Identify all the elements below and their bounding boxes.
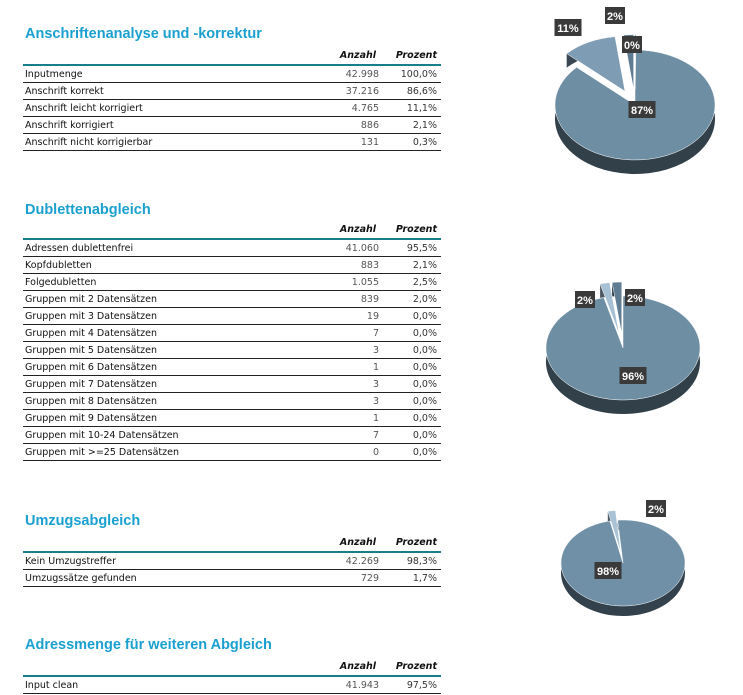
row-anzahl: 1.055 bbox=[351, 277, 379, 288]
pie-slice bbox=[561, 520, 685, 606]
row-anzahl: 42.998 bbox=[345, 69, 379, 80]
header-anzahl: Anzahl bbox=[339, 537, 376, 548]
row-prozent: 2,1% bbox=[412, 260, 437, 271]
header-prozent: Prozent bbox=[395, 224, 437, 235]
table-header bbox=[23, 535, 441, 551]
row-prozent: 0,0% bbox=[412, 430, 437, 441]
svg-text:98%: 98% bbox=[596, 566, 620, 578]
row-label: Anschrift leicht korrigiert bbox=[25, 103, 143, 114]
row-label: Gruppen mit 8 Datensätzen bbox=[25, 396, 158, 407]
row-label: Umzugssätze gefunden bbox=[25, 573, 137, 584]
row-anzahl: 883 bbox=[360, 260, 379, 271]
pie-data-label bbox=[575, 291, 595, 308]
row-prozent: 0,0% bbox=[412, 311, 437, 322]
header-prozent: Prozent bbox=[395, 50, 437, 61]
row-anzahl: 1 bbox=[372, 413, 379, 424]
row-prozent: 97,5% bbox=[406, 680, 437, 691]
table-row bbox=[23, 274, 441, 291]
svg-text:0%: 0% bbox=[624, 40, 640, 52]
svg-text:2%: 2% bbox=[648, 504, 664, 516]
pie-data-label bbox=[646, 500, 666, 517]
pie-data-label bbox=[629, 101, 656, 118]
table-row bbox=[23, 410, 441, 427]
table-row bbox=[23, 291, 441, 308]
row-prozent: 0,0% bbox=[412, 396, 437, 407]
row-anzahl: 4.765 bbox=[351, 103, 379, 114]
header-anzahl: Anzahl bbox=[339, 50, 376, 61]
row-label: Gruppen mit 5 Datensätzen bbox=[25, 345, 158, 356]
row-anzahl: 131 bbox=[360, 137, 379, 148]
table-row bbox=[23, 117, 441, 134]
row-label: Gruppen mit 2 Datensätzen bbox=[25, 294, 158, 305]
row-label: Adressen dublettenfrei bbox=[25, 243, 134, 254]
row-anzahl: 19 bbox=[366, 311, 379, 322]
svg-text:2%: 2% bbox=[577, 295, 593, 307]
svg-text:96%: 96% bbox=[621, 371, 645, 383]
table-row bbox=[23, 83, 441, 100]
table-row bbox=[23, 342, 441, 359]
table-row bbox=[23, 570, 441, 587]
section-title: Dublettenabgleich bbox=[25, 202, 151, 218]
row-label: Kein Umzugstreffer bbox=[25, 556, 117, 567]
table-row bbox=[23, 444, 441, 461]
row-anzahl: 729 bbox=[360, 573, 379, 584]
section-title: Anschriftenanalyse und -korrektur bbox=[25, 26, 262, 42]
table-row bbox=[23, 376, 441, 393]
table-row bbox=[23, 66, 441, 83]
row-prozent: 0,0% bbox=[412, 362, 437, 373]
row-label: Folgedubletten bbox=[25, 277, 97, 288]
row-label: Gruppen mit 10-24 Datensätzen bbox=[25, 430, 179, 441]
header-prozent: Prozent bbox=[395, 661, 437, 672]
row-prozent: 2,0% bbox=[412, 294, 437, 305]
table-row bbox=[23, 240, 441, 257]
table-row bbox=[23, 393, 441, 410]
pie-slice bbox=[546, 296, 700, 400]
row-label: Anschrift nicht korrigierbar bbox=[25, 137, 153, 148]
row-label: Kopfdubletten bbox=[25, 260, 92, 271]
table-rows bbox=[23, 66, 441, 151]
row-label: Gruppen mit 4 Datensätzen bbox=[25, 328, 158, 339]
header-prozent: Prozent bbox=[395, 537, 437, 548]
row-prozent: 0,0% bbox=[412, 447, 437, 458]
row-anzahl: 1 bbox=[372, 362, 379, 373]
table-row bbox=[23, 308, 441, 325]
table-rows bbox=[23, 240, 441, 461]
row-prozent: 100,0% bbox=[400, 69, 437, 80]
row-anzahl: 839 bbox=[360, 294, 379, 305]
table-row bbox=[23, 427, 441, 444]
section-title: Adressmenge für weiteren Abgleich bbox=[25, 637, 272, 653]
row-label: Gruppen mit 7 Datensätzen bbox=[25, 379, 158, 390]
row-prozent: 2,1% bbox=[412, 120, 437, 131]
table-header bbox=[23, 48, 441, 64]
row-label: Anschrift korrekt bbox=[25, 86, 104, 97]
pie-data-label bbox=[625, 289, 645, 306]
table-row bbox=[23, 134, 441, 151]
row-prozent: 95,5% bbox=[406, 243, 437, 254]
row-anzahl: 3 bbox=[372, 345, 379, 356]
pie-data-label bbox=[555, 19, 582, 36]
row-prozent: 0,0% bbox=[412, 379, 437, 390]
row-anzahl: 0 bbox=[372, 447, 379, 458]
table-rows bbox=[23, 677, 441, 694]
table-header bbox=[23, 659, 441, 675]
pie-data-label bbox=[620, 367, 647, 384]
row-prozent: 0,0% bbox=[412, 413, 437, 424]
row-prozent: 0,0% bbox=[412, 345, 437, 356]
table-row bbox=[23, 677, 441, 694]
pie-data-label bbox=[595, 562, 622, 579]
pie-chart-anschriften bbox=[540, 0, 730, 185]
section-title: Umzugsabgleich bbox=[25, 513, 141, 529]
row-prozent: 11,1% bbox=[406, 103, 437, 114]
row-anzahl: 42.269 bbox=[345, 556, 379, 567]
header-anzahl: Anzahl bbox=[339, 224, 376, 235]
row-label: Gruppen mit >=25 Datensätzen bbox=[25, 447, 179, 458]
row-anzahl: 41.060 bbox=[345, 243, 379, 254]
row-prozent: 86,6% bbox=[406, 86, 437, 97]
svg-text:2%: 2% bbox=[627, 293, 643, 305]
table-header bbox=[23, 222, 441, 238]
row-anzahl: 7 bbox=[372, 430, 379, 441]
row-anzahl: 886 bbox=[360, 120, 379, 131]
pie-chart-umzug bbox=[550, 495, 710, 620]
pie-chart-dubletten bbox=[535, 250, 715, 420]
header-anzahl: Anzahl bbox=[339, 661, 376, 672]
svg-text:2%: 2% bbox=[607, 11, 623, 23]
svg-text:87%: 87% bbox=[630, 105, 654, 117]
row-label: Gruppen mit 6 Datensätzen bbox=[25, 362, 158, 373]
pie-data-label bbox=[622, 36, 642, 53]
table-row bbox=[23, 325, 441, 342]
pie-data-label bbox=[605, 7, 625, 24]
row-anzahl: 7 bbox=[372, 328, 379, 339]
row-anzahl: 3 bbox=[372, 396, 379, 407]
row-anzahl: 37.216 bbox=[345, 86, 379, 97]
svg-text:11%: 11% bbox=[557, 23, 579, 35]
table-row bbox=[23, 257, 441, 274]
row-label: Input clean bbox=[25, 680, 79, 691]
row-anzahl: 41.943 bbox=[345, 680, 379, 691]
row-anzahl: 3 bbox=[372, 379, 379, 390]
row-prozent: 98,3% bbox=[406, 556, 437, 567]
table-row bbox=[23, 100, 441, 117]
row-label: Inputmenge bbox=[25, 69, 83, 80]
row-prozent: 1,7% bbox=[412, 573, 437, 584]
row-prozent: 2,5% bbox=[412, 277, 437, 288]
table-row bbox=[23, 553, 441, 570]
row-label: Gruppen mit 3 Datensätzen bbox=[25, 311, 158, 322]
row-label: Anschrift korrigiert bbox=[25, 120, 114, 131]
table-rows bbox=[23, 553, 441, 587]
row-label: Gruppen mit 9 Datensätzen bbox=[25, 413, 158, 424]
table-row bbox=[23, 359, 441, 376]
row-prozent: 0,3% bbox=[412, 137, 437, 148]
row-prozent: 0,0% bbox=[412, 328, 437, 339]
